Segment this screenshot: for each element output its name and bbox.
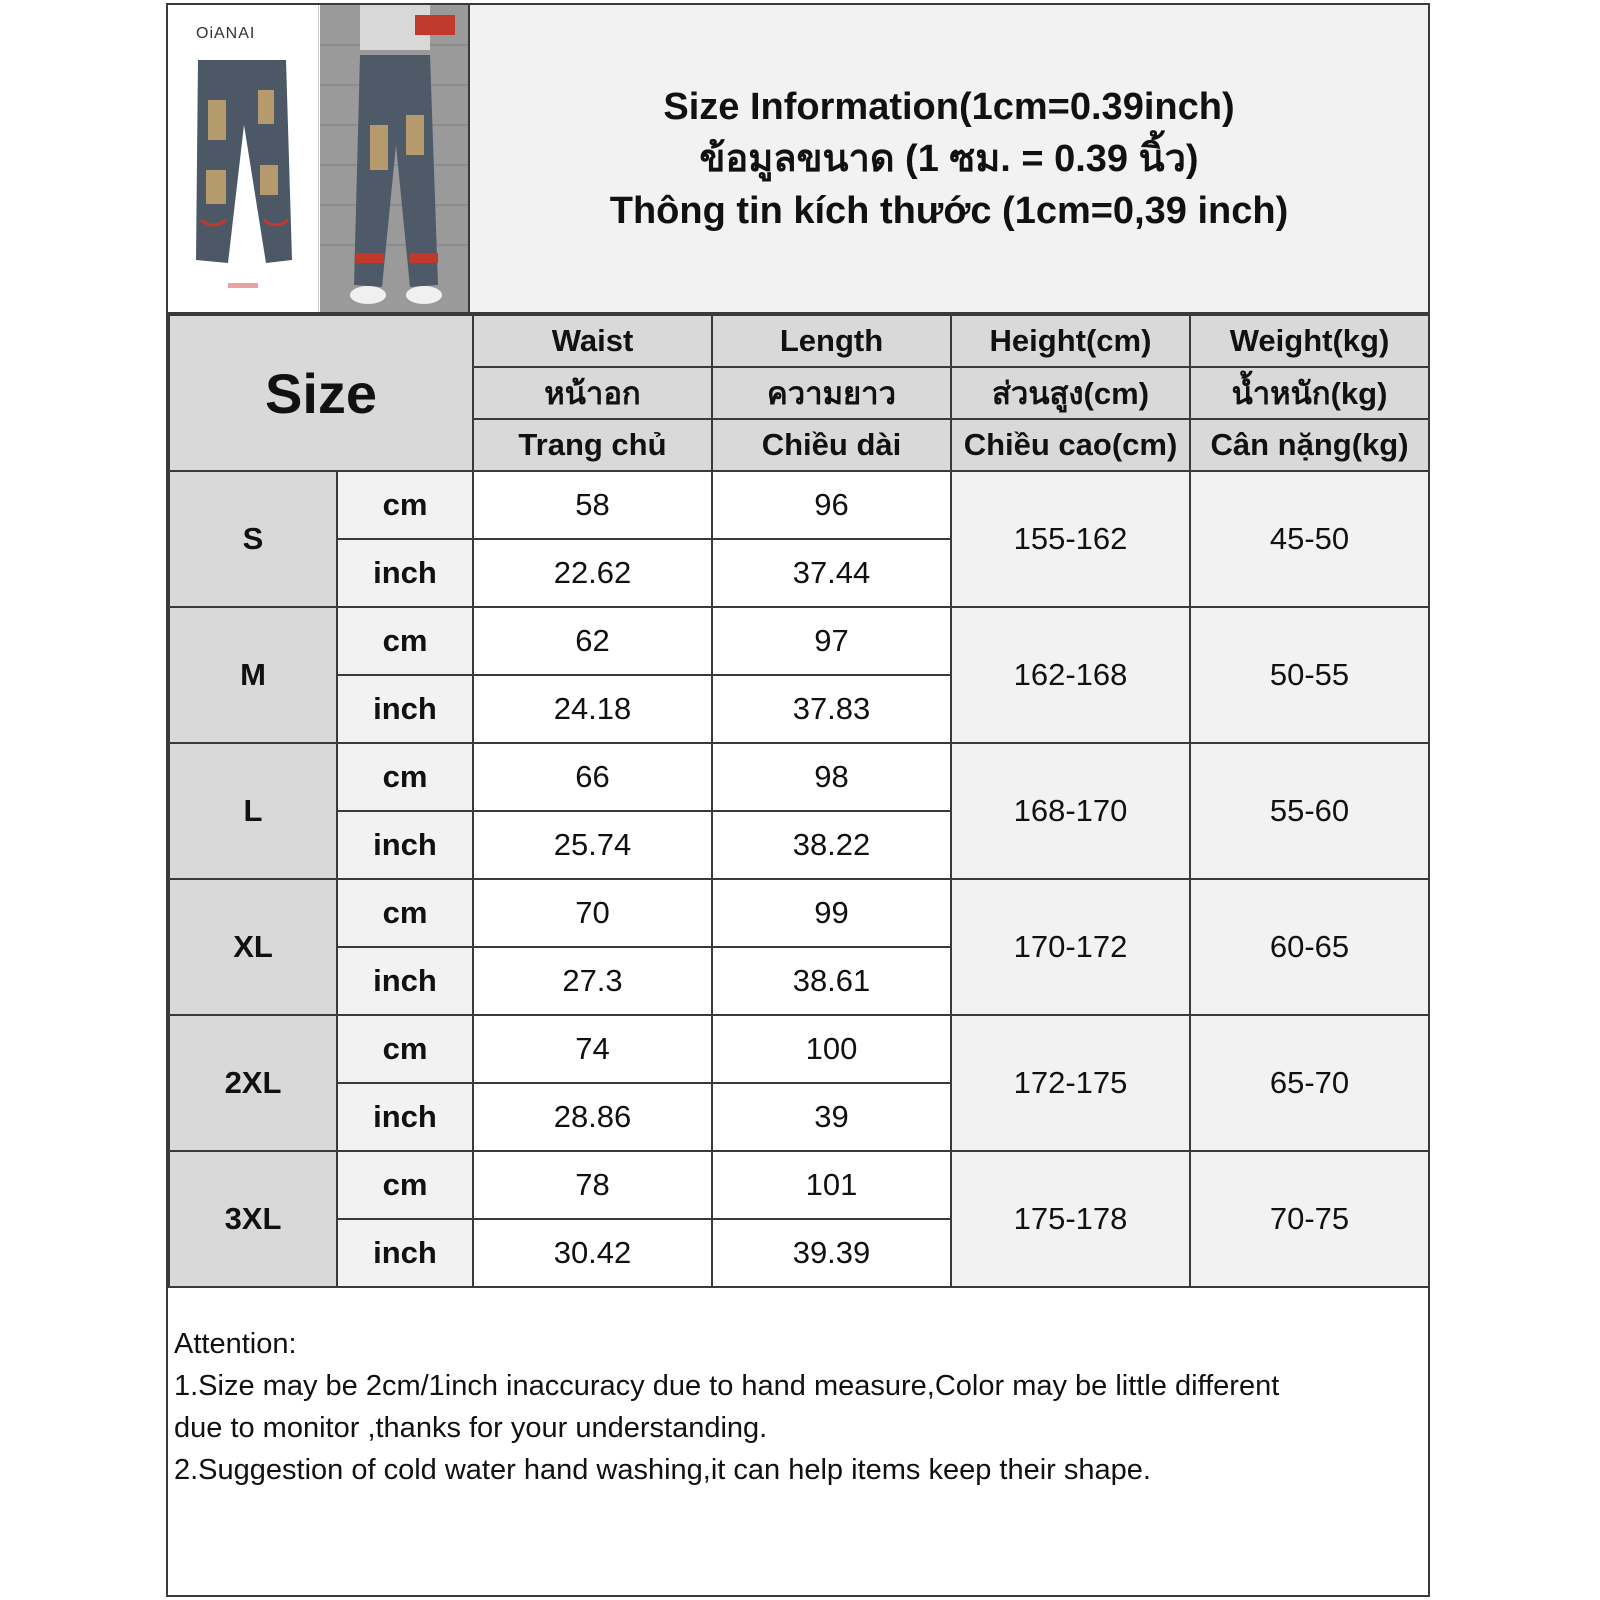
unit-inch-cell: inch xyxy=(337,811,473,879)
length-inch-cell: 37.44 xyxy=(712,539,951,607)
header-weight-vi: Cân nặng(kg) xyxy=(1190,419,1429,471)
brand-logo: OiANAI xyxy=(196,25,256,42)
unit-inch-cell: inch xyxy=(337,947,473,1015)
size-name-cell: XL xyxy=(169,879,337,1015)
unit-inch-cell: inch xyxy=(337,1219,473,1287)
length-cm-cell: 96 xyxy=(712,471,951,539)
title-vietnamese: Thông tin kích thước (1cm=0,39 inch) xyxy=(609,189,1289,232)
unit-cm-cell: cm xyxy=(337,743,473,811)
weight-range-cell: 70-75 xyxy=(1190,1151,1429,1287)
waist-cm-cell: 62 xyxy=(473,607,712,675)
notes-line-2: due to monitor ,thanks for your understanding. xyxy=(174,1412,768,1444)
header-length-en: Length xyxy=(712,315,951,367)
height-range-cell: 170-172 xyxy=(951,879,1190,1015)
waist-cm-cell: 78 xyxy=(473,1151,712,1219)
header-waist-en: Waist xyxy=(473,315,712,367)
table-row xyxy=(169,1151,1429,1219)
length-inch-cell: 38.61 xyxy=(712,947,951,1015)
waist-cm-cell: 58 xyxy=(473,471,712,539)
waist-inch-cell: 22.62 xyxy=(473,539,712,607)
waist-inch-cell: 27.3 xyxy=(473,947,712,1015)
waist-cm-cell: 66 xyxy=(473,743,712,811)
height-range-cell: 172-175 xyxy=(951,1015,1190,1151)
size-name-cell: M xyxy=(169,607,337,743)
height-range-cell: 155-162 xyxy=(951,471,1190,607)
header-section xyxy=(168,5,1428,314)
header-height-en: Height(cm) xyxy=(951,315,1190,367)
table-row xyxy=(169,471,1429,539)
unit-cm-cell: cm xyxy=(337,1151,473,1219)
waist-inch-cell: 28.86 xyxy=(473,1083,712,1151)
unit-inch-cell: inch xyxy=(337,675,473,743)
size-table xyxy=(168,314,1430,1288)
size-column-header: Size xyxy=(169,315,473,471)
product-flat-photo xyxy=(168,5,319,312)
title-english: Size Information(1cm=0.39inch) xyxy=(663,85,1235,128)
table-row xyxy=(169,1015,1429,1083)
weight-range-cell: 55-60 xyxy=(1190,743,1429,879)
unit-cm-cell: cm xyxy=(337,607,473,675)
title-thai: ข้อมูลขนาด (1 ซม. = 0.39 นิ้ว) xyxy=(699,137,1199,180)
unit-inch-cell: inch xyxy=(337,1083,473,1151)
notes-line-1: 1.Size may be 2cm/1inch inaccuracy due to hand measure,Color may be little different xyxy=(174,1370,1280,1402)
size-name-cell: 2XL xyxy=(169,1015,337,1151)
waist-inch-cell: 24.18 xyxy=(473,675,712,743)
waist-cm-cell: 74 xyxy=(473,1015,712,1083)
unit-cm-cell: cm xyxy=(337,471,473,539)
unit-inch-cell: inch xyxy=(337,539,473,607)
header-weight-en: Weight(kg) xyxy=(1190,315,1429,367)
length-cm-cell: 97 xyxy=(712,607,951,675)
notes-heading: Attention: xyxy=(174,1328,297,1360)
size-name-cell: L xyxy=(169,743,337,879)
length-inch-cell: 38.22 xyxy=(712,811,951,879)
jeans-flat-image xyxy=(168,5,318,312)
height-range-cell: 162-168 xyxy=(951,607,1190,743)
attention-notes xyxy=(174,1323,1424,1491)
size-name-cell: S xyxy=(169,471,337,607)
length-cm-cell: 98 xyxy=(712,743,951,811)
size-name-cell: 3XL xyxy=(169,1151,337,1287)
weight-range-cell: 60-65 xyxy=(1190,879,1429,1015)
length-inch-cell: 39.39 xyxy=(712,1219,951,1287)
length-cm-cell: 101 xyxy=(712,1151,951,1219)
unit-cm-cell: cm xyxy=(337,879,473,947)
unit-cm-cell: cm xyxy=(337,1015,473,1083)
size-chart-sheet xyxy=(166,3,1430,1597)
size-information-title xyxy=(470,5,1428,312)
header-length-vi: Chiều dài xyxy=(712,419,951,471)
weight-range-cell: 50-55 xyxy=(1190,607,1429,743)
waist-inch-cell: 30.42 xyxy=(473,1219,712,1287)
weight-range-cell: 65-70 xyxy=(1190,1015,1429,1151)
length-cm-cell: 99 xyxy=(712,879,951,947)
header-waist-vi: Trang chủ xyxy=(473,419,712,471)
weight-range-cell: 45-50 xyxy=(1190,471,1429,607)
waist-inch-cell: 25.74 xyxy=(473,811,712,879)
table-row xyxy=(169,743,1429,811)
notes-line-3: 2.Suggestion of cold water hand washing,it can help items keep their shape. xyxy=(174,1454,1151,1486)
header-weight-th: น้ำหนัก(kg) xyxy=(1190,367,1429,419)
header-height-vi: Chiều cao(cm) xyxy=(951,419,1190,471)
table-row xyxy=(169,607,1429,675)
waist-cm-cell: 70 xyxy=(473,879,712,947)
header-height-th: ส่วนสูง(cm) xyxy=(951,367,1190,419)
header-waist-th: หน้าอก xyxy=(473,367,712,419)
length-cm-cell: 100 xyxy=(712,1015,951,1083)
length-inch-cell: 39 xyxy=(712,1083,951,1151)
model-photo xyxy=(320,5,470,312)
header-length-th: ความยาว xyxy=(712,367,951,419)
table-row xyxy=(169,879,1429,947)
height-range-cell: 168-170 xyxy=(951,743,1190,879)
length-inch-cell: 37.83 xyxy=(712,675,951,743)
height-range-cell: 175-178 xyxy=(951,1151,1190,1287)
